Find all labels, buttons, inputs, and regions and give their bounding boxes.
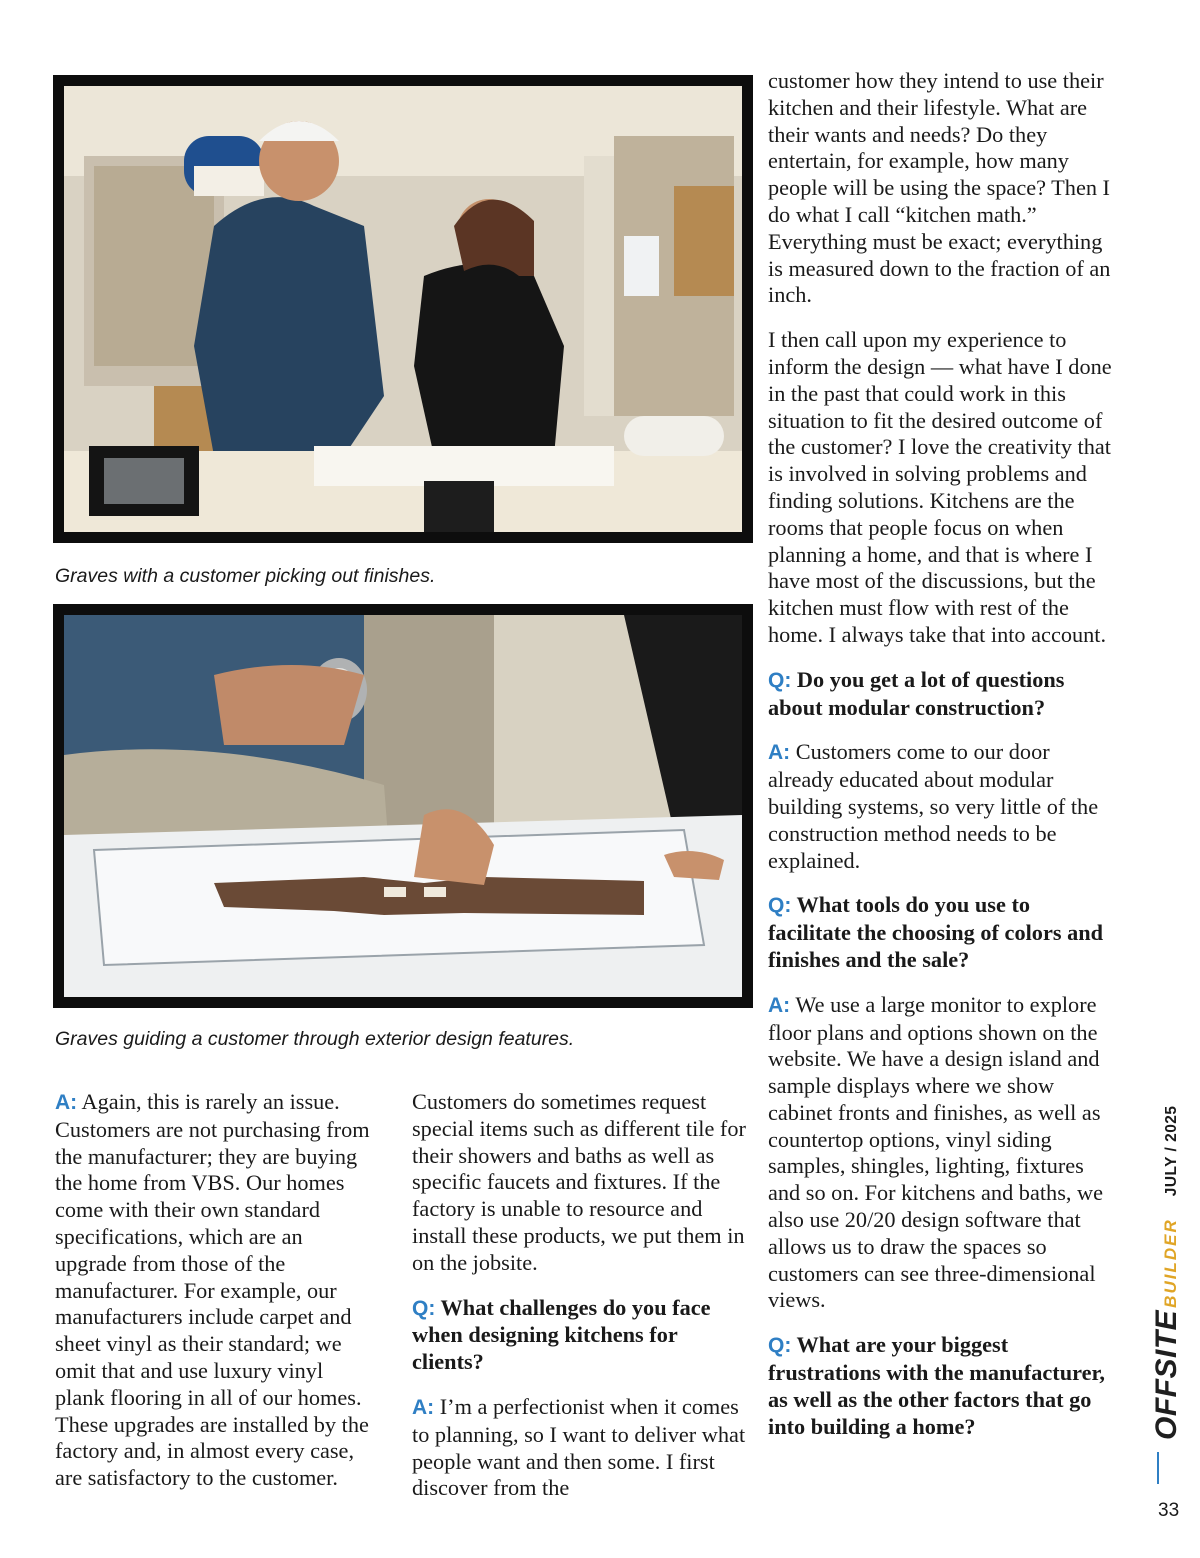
question-text: What are your biggest frustrations with the manufacturer, as well as the other factors that go into building a home? [768, 1332, 1105, 1439]
question-text: Do you get a lot of questions about modular construction? [768, 666, 1065, 720]
question-text: What challenges do you face when designing kitchens for clients? [412, 1294, 711, 1375]
question-paragraph [768, 667, 1112, 722]
page-number: 33 [1158, 1500, 1180, 1521]
photo-caption-1: Graves with a customer picking out finishes. [55, 565, 436, 587]
issue-date: JULY / 2025 [1163, 1105, 1180, 1197]
question-paragraph [412, 1295, 753, 1376]
answer-label: A: [768, 993, 791, 1017]
question-text: What tools do you use to facilitate the choosing of colors and finishes and the sale? [768, 892, 1104, 972]
answer-paragraph [768, 992, 1112, 1315]
body-paragraph: Customers do sometimes request special items such as different tile for their showers and baths as well as specific faucets and fixtures. If the factory is unable to resource and install these products, we put them in on the jobsite. [412, 1089, 746, 1275]
article-column-middle [412, 1089, 753, 1520]
photo-exterior-design-image [64, 615, 742, 997]
question-label: Q: [768, 668, 792, 692]
answer-paragraph [768, 739, 1112, 874]
question-label: Q: [768, 894, 792, 918]
question-paragraph [768, 892, 1112, 973]
body-paragraph: I then call upon my experience to inform the design — what have I done in the past that could work in this situation to fit the desired outcome of the customer? I love the creativity that is involved in solving problems and finding solutions. Kitchens are the rooms that people focus on when planning a home, and that is where I have most of the discussions, but the kitchen must flow with rest of the home. I always take that into account. [768, 327, 1112, 647]
photo-customer-finishes-image [64, 86, 742, 532]
answer-text: We use a large monitor to explore floor plans and options shown on the website. We have a design island and sample displays where we show cabinet fronts and finishes, as well as countertop options, vinyl siding samples, shingles, lighting, fixtures and so on. For kitchens and baths, we also use 20/20 design software that allows us to draw the spaces so customers can see three-dimensional views. [768, 991, 1104, 1313]
question-label: Q: [768, 1334, 792, 1358]
question-label: Q: [412, 1296, 436, 1320]
article-column-right [768, 68, 1112, 1458]
question-paragraph [768, 1332, 1112, 1440]
answer-text: I’m a perfectionist when it comes to planning, so I want to deliver what people want and then some. I first discover from the [412, 1393, 746, 1501]
photo-exterior-design [53, 604, 753, 1008]
magazine-spine [1150, 1105, 1184, 1440]
magazine-name-builder: BUILDER [1161, 1218, 1180, 1308]
body-paragraph: customer how they intend to use their kitchen and their lifestyle. What are their wants and needs? Do they entertain, for example, how many people will be using the space? Then I do what I call “kitchen math.” Everything must be exact; everything is measured down to the fraction of an inch. [768, 68, 1111, 308]
spine-divider [1157, 1452, 1159, 1484]
answer-text: Again, this is rarely an issue. Customers are not purchasing from the manufacturer; they are buying the home from VBS. Our homes come with their own standard specifications, which are an upgrade from those of the manufacturer. For example, our manufacturers include carpet and sheet vinyl as their standard; we omit that and use luxury vinyl plank flooring in all of our homes. These upgrades are installed by the factory and, in almost every case, are satisfactory to the customer. [55, 1089, 370, 1491]
answer-paragraph [412, 1394, 753, 1502]
answer-text: Customers come to our door already educated about modular building systems, so very little of the construction method needs to be explained. [768, 739, 1099, 873]
photo-customer-finishes [53, 75, 753, 543]
answer-paragraph [55, 1089, 375, 1492]
answer-label: A: [412, 1395, 435, 1419]
answer-label: A: [768, 741, 791, 765]
article-column-left [55, 1089, 375, 1510]
answer-label: A: [55, 1091, 78, 1114]
photo-caption-2: Graves guiding a customer through exterior design features. [55, 1028, 575, 1050]
magazine-name-offsite: OFFSITE [1150, 1309, 1183, 1440]
